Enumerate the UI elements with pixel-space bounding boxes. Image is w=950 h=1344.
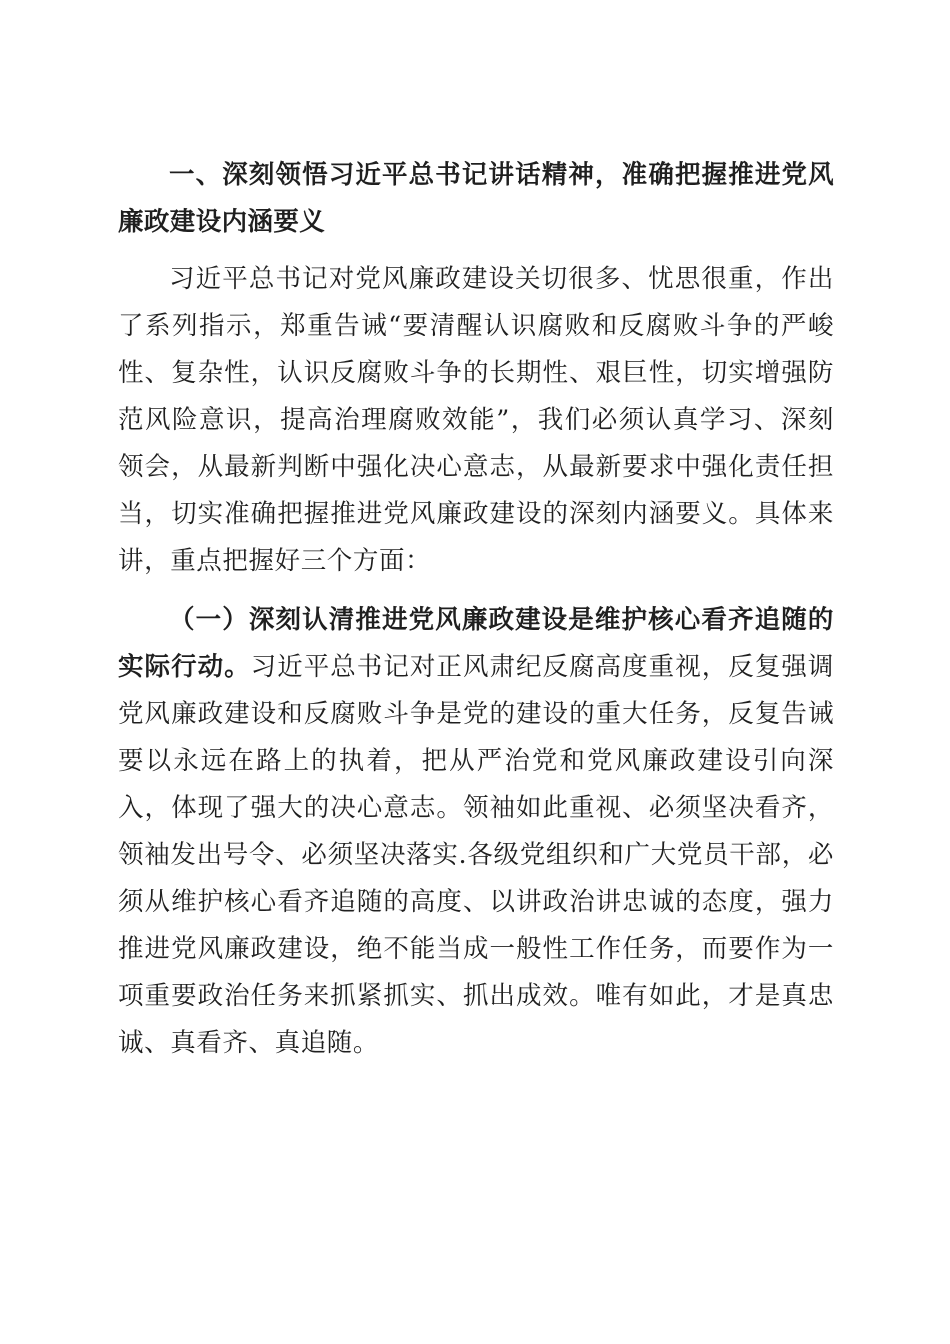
paragraph-2-lead: （一）深刻认清推进党风廉政建设是维护核心看齐追随的实际行动。 xyxy=(118,605,834,682)
paragraph-1: 习近平总书记对党风廉政建设关切很多、忧思很重，作出了系列指示，郑重告诫“要清醒认识腐败和反腐败斗争的严峻性、复杂性，认识反腐败斗争的长期性、艰巨性，切实增强防范风险意识，提高治理腐败效能”，我们必须认真学习、深刻领会，从最新判断中强化决心意志，从最新要求中强化责任担当，切实准确把握推进党风廉政建设的深刻内涵要义。具体来讲，重点把握好三个方面： xyxy=(118,264,834,576)
section-heading-1: 一、深刻领悟习近平总书记讲话精神，准确把握推进党风廉政建设内涵要义 xyxy=(118,160,834,237)
paragraph-2-text: 习近平总书记对正风肃纪反腐高度重视，反复强调党风廉政建设和反腐败斗争是党的建设的重大任务，反复告诫要以永远在路上的执着，把从严治党和党风廉政建设引向深入，体现了强大的决心意志。领袖如此重视、必须坚决看齐，领袖发出号令、必须坚决落实.各级党组织和广大党员干部，必须从维护核心看齐追随的高度、以讲政治讲忠诚的态度，强力推进党风廉政建设，绝不能当成一般性工作任务，而要作为一项重要政治任务来抓紧抓实、抓出成效。唯有如此，才是真忠诚、真看齐、真追随。 xyxy=(118,652,834,1058)
document-content xyxy=(118,152,834,1077)
paragraph-2 xyxy=(118,597,834,1067)
